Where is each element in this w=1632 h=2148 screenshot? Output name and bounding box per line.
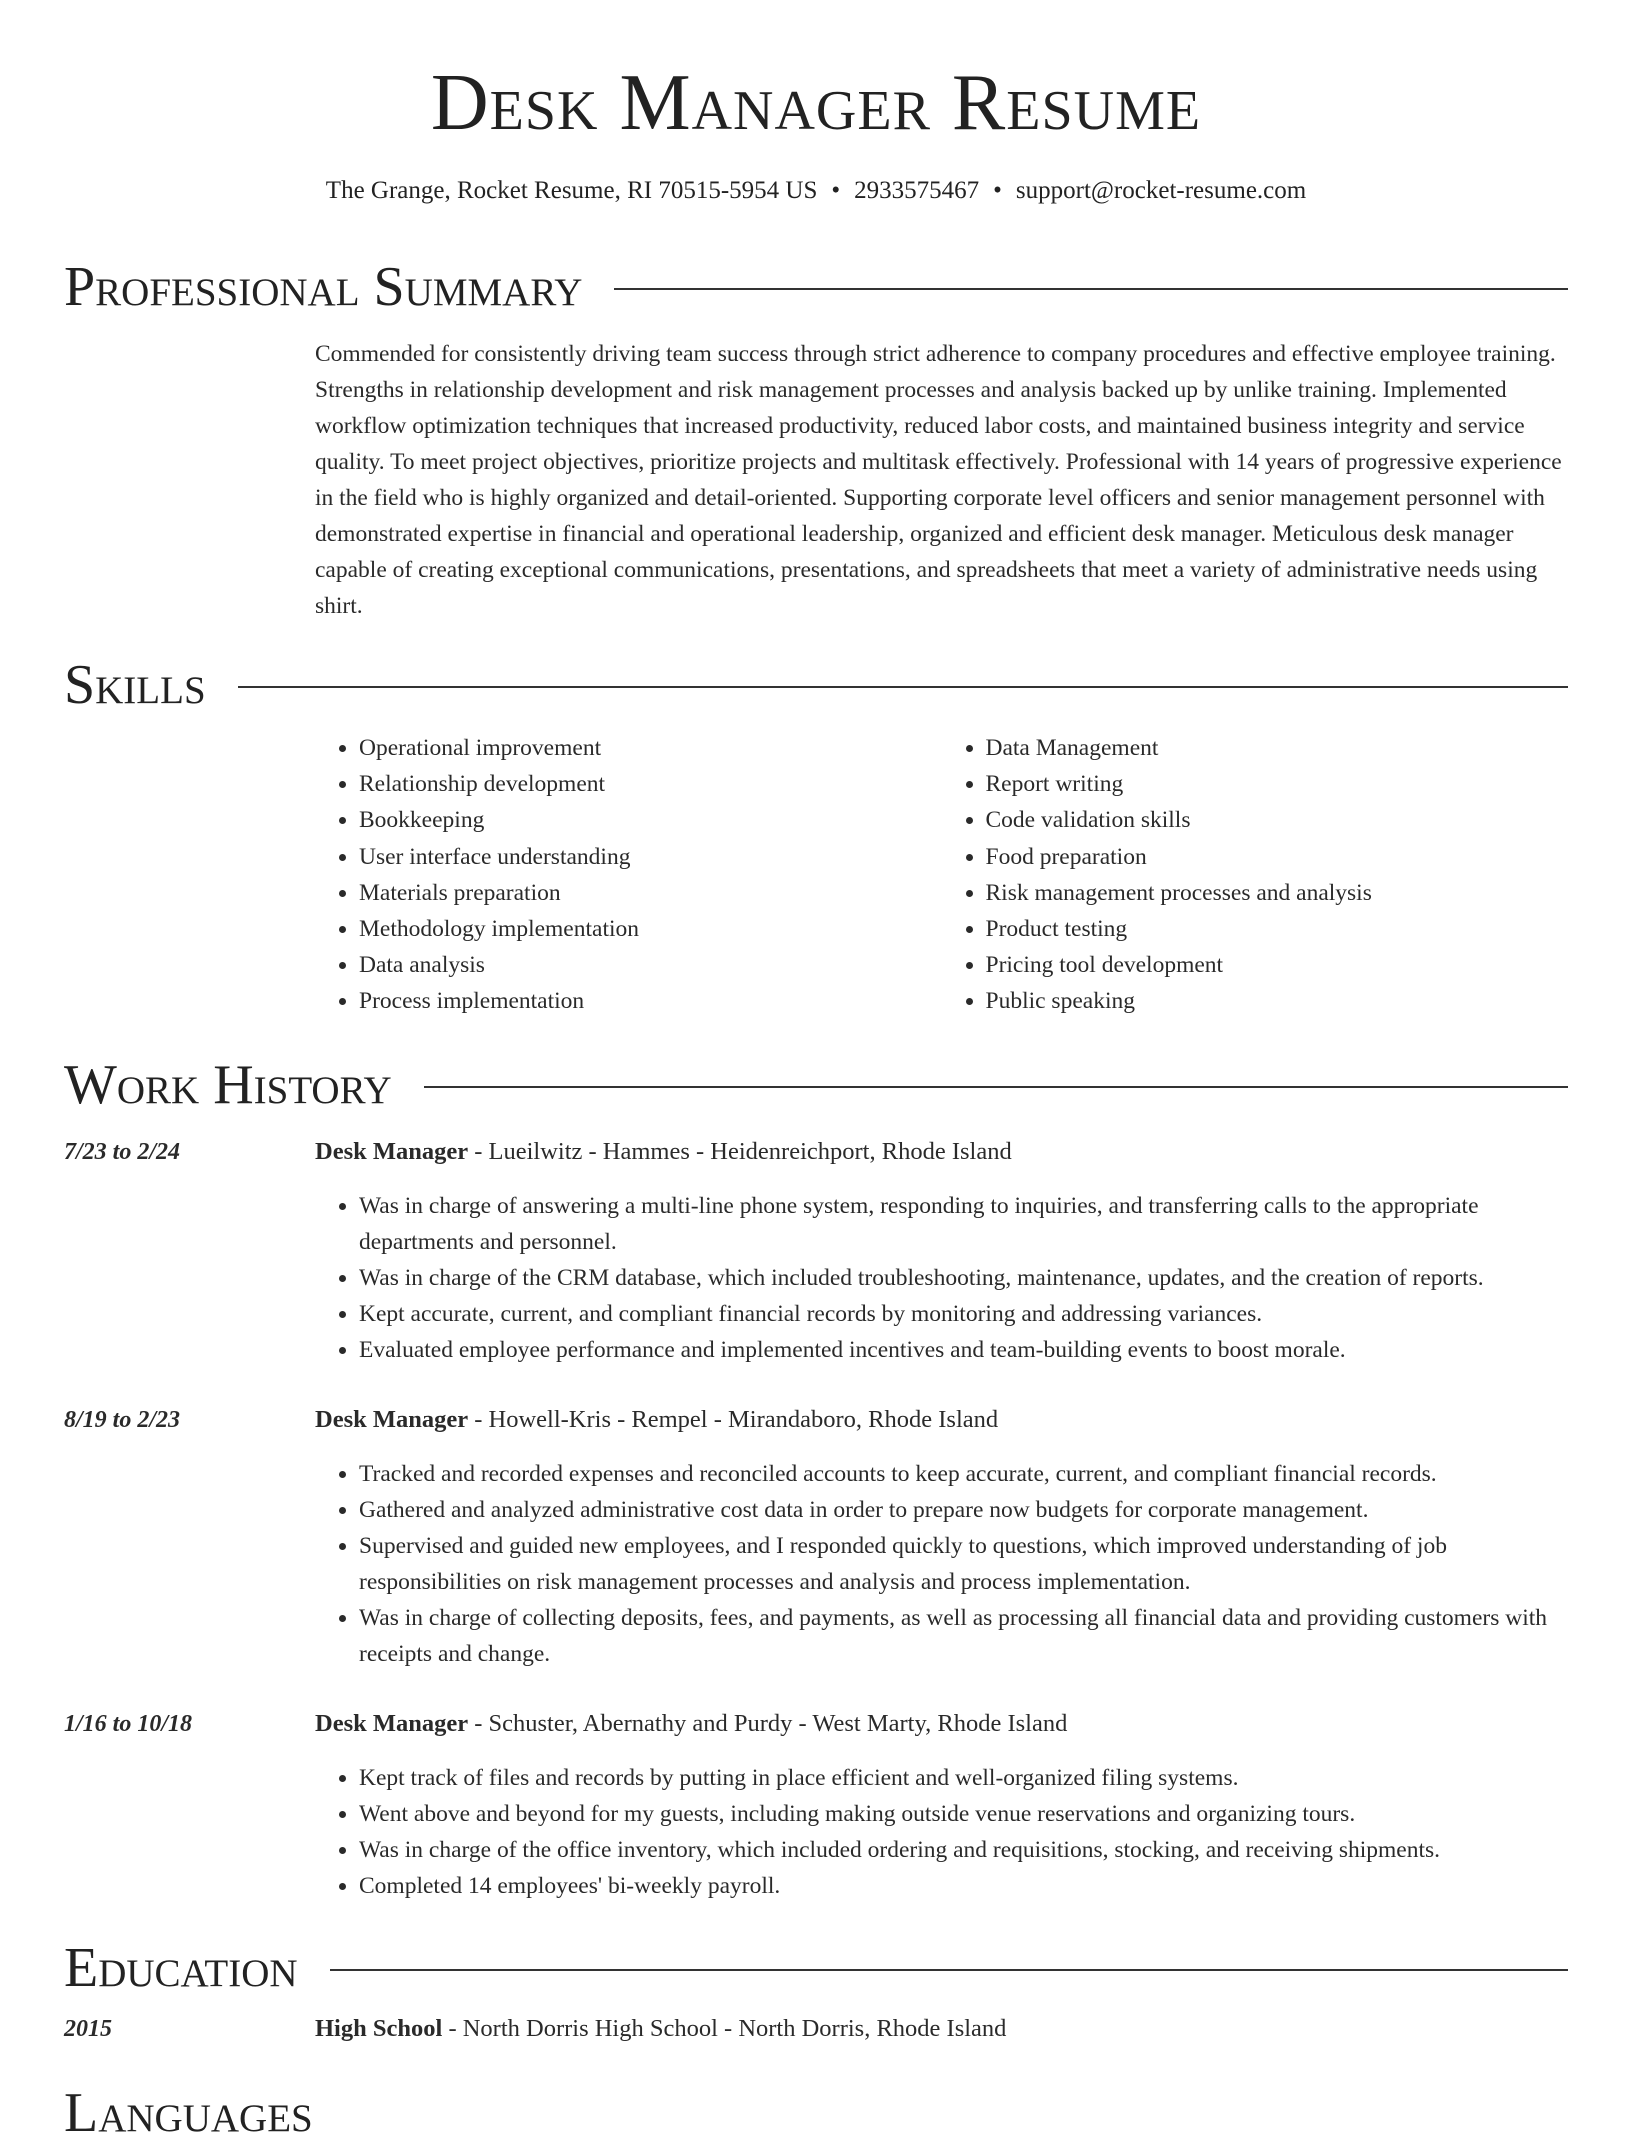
job-dates: 8/19 to 2/23 <box>64 1407 181 1433</box>
education-title <box>315 2011 1568 2047</box>
skill-item: • Operational improvement <box>359 730 942 766</box>
skills-section <box>64 650 1568 1020</box>
section-divider <box>330 1969 1568 1971</box>
section-divider <box>614 288 1568 290</box>
job-bullet: • Was in charge of collecting deposits, fees, and payments, as well as processing all financial data and providing customers with receipts and change. <box>359 1600 1568 1672</box>
skill-item: • Food preparation <box>986 839 1569 875</box>
job-bullet: • Evaluated employee performance and implemented incentives and team-building events to boost morale. <box>359 1332 1568 1368</box>
skill-item: • Materials preparation <box>359 875 942 911</box>
skill-item: • Data analysis <box>359 947 942 983</box>
education-entry <box>64 2011 1568 2047</box>
summary-section <box>64 252 1568 624</box>
job-bullet: • Completed 14 employees' bi-weekly payroll. <box>359 1868 1568 1904</box>
job-bullet: • Was in charge of the CRM database, which included troubleshooting, maintenance, updates, and the creation of reports. <box>359 1260 1568 1296</box>
job-dates: 1/16 to 10/18 <box>64 1711 193 1737</box>
skill-item: • Product testing <box>986 911 1569 947</box>
summary-text: Commended for consistently driving team success through strict adherence to company procedures and effective employee training. Strengths in relationship development and risk management processes and analysis backed up by unlike training. Implemented workflow optimization techniques that increased productivity, reduced labor costs, and maintained business integrity and service quality. To meet project objectives, prioritize projects and multitask effectively. Professional with 14 years of progressive experience in the field who is highly organized and detail-oriented. Supporting corporate level officers and senior management personnel with demonstrated expertise in financial and operational leadership, organized and efficient desk manager. Meticulous desk manager capable of creating exceptional communications, presentations, and spreadsheets that meet a variety of administrative needs using shirt. <box>315 341 1562 619</box>
languages-section <box>64 2078 1568 2148</box>
skills-list-left <box>315 730 942 1020</box>
summary-header <box>64 252 1568 322</box>
education-section <box>64 1933 1568 2047</box>
job-title <box>315 1402 1568 1438</box>
skill-item: • User interface understanding <box>359 839 942 875</box>
work-history-section <box>64 1050 1568 1904</box>
job-entry <box>64 1706 1568 1904</box>
address: The Grange, Rocket Resume, RI 70515-5954 US <box>325 177 818 204</box>
section-divider <box>238 686 1568 688</box>
work-history-heading: Work History <box>64 1054 392 1116</box>
job-role: Desk Manager <box>315 1406 469 1433</box>
skill-item: • Report writing <box>986 766 1569 802</box>
job-dates: 7/23 to 2/24 <box>64 1139 181 1165</box>
job-bullet: • Tracked and recorded expenses and reconciled accounts to keep accurate, current, and compliant financial records. <box>359 1456 1568 1492</box>
skills-grid <box>315 730 1568 1020</box>
skills-header <box>64 650 1568 720</box>
job-bullets <box>315 1760 1568 1904</box>
skill-item: • Bookkeeping <box>359 802 942 838</box>
contact-line <box>0 176 1632 206</box>
job-details: - Schuster, Abernathy and Purdy - West Marty, Rhode Island <box>468 1710 1068 1737</box>
job-role: Desk Manager <box>315 1138 469 1165</box>
skill-item: • Risk management processes and analysis <box>986 875 1569 911</box>
skill-item: • Pricing tool development <box>986 947 1569 983</box>
education-heading: Education <box>64 1937 298 1999</box>
skills-heading: Skills <box>64 654 206 716</box>
separator-1: • <box>831 177 841 204</box>
education-year: 2015 <box>64 2016 112 2042</box>
job-body <box>315 1134 1568 1368</box>
languages-heading: Languages <box>64 2082 313 2144</box>
skill-item: • Code validation skills <box>986 802 1569 838</box>
languages-header <box>64 2078 1568 2148</box>
resume-title: Desk Manager Resume <box>430 59 1202 147</box>
job-bullet: • Kept accurate, current, and compliant financial records by monitoring and addressing variances. <box>359 1296 1568 1332</box>
skill-item: • Data Management <box>986 730 1569 766</box>
skill-item: • Process implementation <box>359 983 942 1019</box>
job-details: - Howell-Kris - Rempel - Mirandaboro, Rhode Island <box>468 1406 999 1433</box>
education-body <box>315 2011 1568 2047</box>
skill-item: • Relationship development <box>359 766 942 802</box>
job-role: Desk Manager <box>315 1710 469 1737</box>
education-header <box>64 1933 1568 2003</box>
job-body <box>315 1706 1568 1904</box>
skills-list-right <box>942 730 1569 1020</box>
separator-2: • <box>993 177 1002 204</box>
job-entry <box>64 1134 1568 1368</box>
job-bullets <box>315 1456 1568 1672</box>
job-bullet: • Was in charge of the office inventory, which included ordering and requisitions, stocking, and receiving shipments. <box>359 1832 1568 1868</box>
job-bullet: • Was in charge of answering a multi-line phone system, responding to inquiries, and transferring calls to the appropriate departments and personnel. <box>359 1188 1568 1260</box>
work-history-header <box>64 1050 1568 1120</box>
job-title <box>315 1706 1568 1742</box>
job-bullet: • Supervised and guided new employees, and I responded quickly to questions, which improved understanding of job responsibilities on risk management processes and analysis and process implementation. <box>359 1528 1568 1600</box>
education-degree: High School <box>315 2015 443 2042</box>
job-bullet: • Gathered and analyzed administrative cost data in order to prepare now budgets for corporate management. <box>359 1492 1568 1528</box>
skill-item: • Public speaking <box>986 983 1569 1019</box>
job-bullets <box>315 1188 1568 1368</box>
phone: 2933575467 <box>854 177 980 204</box>
summary-heading: Professional Summary <box>64 256 583 318</box>
job-body <box>315 1402 1568 1672</box>
email[interactable]: support@rocket-resume.com <box>1015 177 1307 204</box>
job-bullet: • Kept track of files and records by putting in place efficient and well-organized filing systems. <box>359 1760 1568 1796</box>
job-entry <box>64 1402 1568 1672</box>
skill-item: • Methodology implementation <box>359 911 942 947</box>
job-title <box>315 1134 1568 1170</box>
job-details: - Lueilwitz - Hammes - Heidenreichport, Rhode Island <box>468 1138 1012 1165</box>
education-details: - North Dorris High School - North Dorris, Rhode Island <box>442 2015 1007 2042</box>
section-divider <box>424 1086 1568 1088</box>
job-bullet: • Went above and beyond for my guests, including making outside venue reservations and organizing tours. <box>359 1796 1568 1832</box>
